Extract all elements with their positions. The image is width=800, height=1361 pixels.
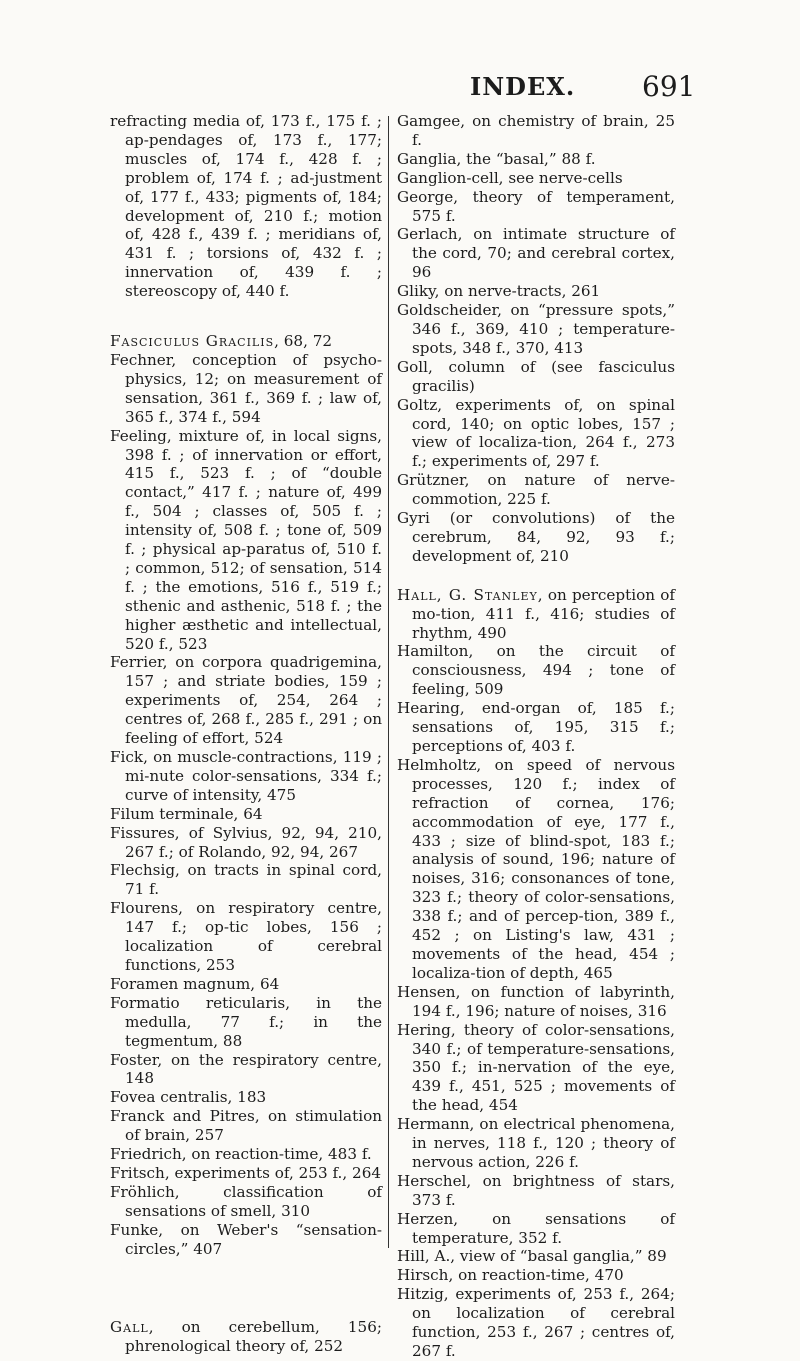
index-entry: Goll, column of (see fasciculus gracilis) — [397, 357, 675, 395]
index-entry: Gerlach, on intimate structure of the cord, 70; and cerebral cortex, 96 — [397, 225, 675, 282]
index-entry: Formatio reticularis, in the medulla, 77 f.; in the tegmentum, 88 — [110, 993, 382, 1050]
index-entry: Flourens, on respiratory centre, 147 f.; op-tic lobes, 156 ; localization of cerebral functions, 253 — [110, 899, 382, 974]
index-entry: Hering, theory of color-sensations, 340 f.; of temperature-sensations, 350 f.; in-nervation of the eye, 439 f., 451, 525 ; movements of the head, 454 — [397, 1020, 675, 1115]
index-entry: George, theory of temperament, 575 f. — [397, 187, 675, 225]
index-entry: Hamilton, on the circuit of consciousness, 494 ; tone of feeling, 509 — [397, 642, 675, 699]
index-entry: Fasciculus Gracilis, 68, 72 — [110, 332, 333, 351]
column-divider — [388, 116, 389, 1248]
page-number: 691 — [642, 70, 696, 103]
index-entry: refracting media of, 173 f., 175 f. ; ap-pendages of, 173 f., 177; muscles of, 174 f., 428 f. ; problem of, 174 f. ; ad-justment of, 177 f., 433; pigments of, 184; development of, 210 f.; motion of, 428 f., 439 f. ; meridians of, 431 f. ; torsions of, 432 f. ; innervation of, 439 f. ; stereoscopy of, 440 f. — [110, 112, 382, 301]
index-entry: Herzen, on sensations of temperature, 352 f. — [397, 1209, 675, 1247]
index-entry: Fechner, conception of psycho-physics, 12; on measurement of sensation, 361 f., 369 f. ; law of, 365 f., 374 f., 594 — [110, 350, 382, 426]
page-title: INDEX. — [470, 72, 576, 101]
index-entry: Filum terminale, 64 — [110, 804, 263, 823]
index-entry: Gamgee, on chemistry of brain, 25 f. — [397, 112, 675, 149]
index-entry: Fovea centralis, 183 — [110, 1088, 267, 1107]
index-entry: Helmholtz, on speed of nervous processes, 120 f.; index of refraction of cornea, 176; accommodation of eye, 177 f., 433 ; size of blind-spot, 183 f.; analysis of sound, 196; nature of noises, 316; consonances of tone, 323 f.; theory of color-sensations, 338 f.; and of percep-tion, 389 f., 452 ; on Listing's law, 431 ; movements of the head, 454 ; localiza-tion of depth, 465 — [397, 755, 675, 982]
index-entry: Gyri (or convolutions) of the cerebrum, 84, 92, 93 f.; development of, 210 — [397, 509, 675, 565]
index-entry: Grützner, on nature of nerve-commotion, 225 f. — [397, 471, 675, 509]
index-entry: Goltz, experiments of, on spinal cord, 140; on optic lobes, 157 ; view of localiza-tion, 264 f., 273 f.; experiments of, 297 f. — [397, 395, 675, 471]
index-entry: Foster, on the respiratory centre, 148 — [110, 1050, 382, 1088]
index-entry: Fick, on muscle-contractions, 119 ; mi-nute color-sensations, 334 f.; curve of intensity, 475 — [110, 748, 382, 804]
index-entry: Ganglion-cell, see nerve-cells — [397, 168, 623, 187]
index-entry: Fissures, of Sylvius, 92, 94, 210, 267 f.; of Rolando, 92, 94, 267 — [110, 823, 382, 861]
index-entry: Ganglia, the “basal,” 88 f. — [397, 149, 596, 168]
index-entry: Hall, G. Stanley, on perception of mo-tion, 411 f., 416; studies of rhythm, 490 — [397, 585, 675, 642]
index-entry: Hitzig, experiments of, 253 f., 264; on localization of cerebral function, 253 f., 267 ; centres of, 267 f. — [397, 1285, 675, 1360]
index-entry: Hermann, on electrical phenomena, in nerves, 118 f., 120 ; theory of nervous action, 226 f. — [397, 1115, 675, 1171]
index-entry: Friedrich, on reaction-time, 483 f. — [110, 1145, 372, 1164]
index-entry: Funke, on Weber's “sensation-circles,” 407 — [110, 1220, 382, 1258]
index-entry: Fröhlich, classification of sensations of smell, 310 — [110, 1182, 382, 1220]
index-entry: Feeling, mixture of, in local signs, 398 f. ; of innervation or effort, 415 f., 523 f. ; of “double contact,” 417 f. ; nature of, 499 f., 504 ; classes of, 505 f. ; intensity of, 508 f. ; tone of, 509 f. ; physical ap-paratus of, 510 f. ; common, 512; of sensation, 514 f. ; the emotions, 516 f., 519 f.; sthenic and asthenic, 518 f. ; the higher æsthetic and intellectual, 520 f., 523 — [110, 426, 382, 653]
index-entry: Gliky, on nerve-tracts, 261 — [397, 282, 601, 301]
index-entry: Goldscheider, on “pressure spots,” 346 f., 369, 410 ; temperature-spots, 348 f., 370, 413 — [397, 301, 675, 357]
index-entry: Flechsig, on tracts in spinal cord, 71 f. — [110, 861, 382, 899]
index-entry: Herschel, on brightness of stars, 373 f. — [397, 1171, 675, 1209]
left-column — [110, 112, 382, 1356]
index-entry: Hensen, on function of labyrinth, 194 f., 196; nature of noises, 316 — [397, 982, 675, 1020]
index-entry: Franck and Pitres, on stimulation of brain, 257 — [110, 1107, 382, 1145]
index-entry: Fritsch, experiments of, 253 f., 264 — [110, 1163, 382, 1182]
right-column — [397, 112, 675, 1361]
index-entry: Hirsch, on reaction-time, 470 — [397, 1266, 624, 1285]
index-entry: Hearing, end-organ of, 185 f.; sensations of, 195, 315 f.; perceptions of, 403 f. — [397, 699, 675, 755]
index-entry: Hill, A., view of “basal ganglia,” 89 — [397, 1247, 667, 1266]
index-entry: Gall, on cerebellum, 156; phrenological theory of, 252 — [110, 1318, 382, 1356]
index-entry: Foramen magnum, 64 — [110, 974, 280, 993]
page-header — [0, 72, 800, 102]
index-entry: Ferrier, on corpora quadrigemina, 157 ; and striate bodies, 159 ; experiments of, 254, 264 ; centres of, 268 f., 285 f., 291 ; on feeling of effort, 524 — [110, 653, 382, 748]
